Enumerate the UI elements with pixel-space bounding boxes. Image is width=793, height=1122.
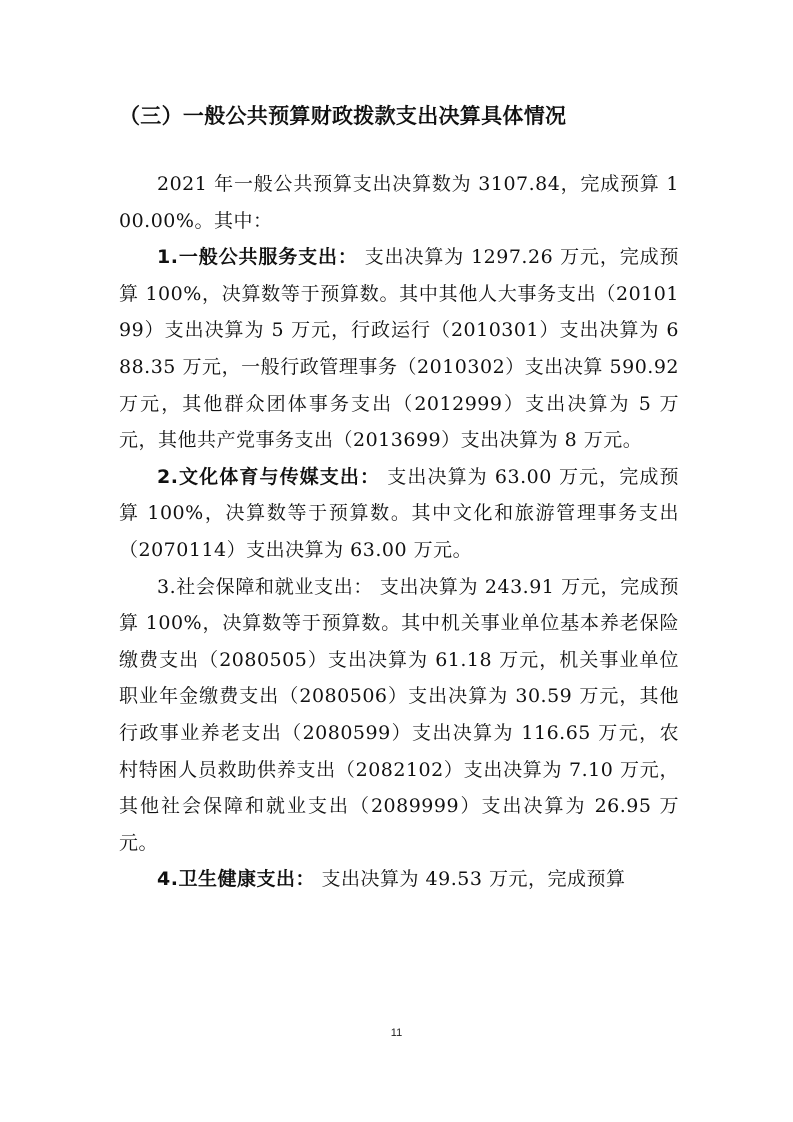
paragraph-text: 支出决算为 1297.26 万元，完成预算 100%，决算数等于预算数。其中其他人大事务支出（2010199）支出决算为 5 万元，行政运行（2010301）支出决算为 688.35 万元，一般行政管理事务（2010302）支出决算 590.92 万元，其他群众团体事务支出（2012999）支出决算为 5 万元，其他共产党事务支出（2013699）支出决算为 8 万元。 [119,246,679,452]
paragraph-social-security [119,569,679,862]
body-text [119,166,679,898]
section-heading: （三）一般公共预算财政拨款支出决算具体情况 [119,104,567,128]
paragraph-culture-sports-media [119,459,679,569]
paragraph-health [119,861,679,898]
paragraph-lead: 4.卫生健康支出： [157,868,315,891]
page-number: 11 [390,1027,403,1039]
intro-paragraph: 2021 年一般公共预算支出决算数为 3107.84，完成预算 100.00%。其中： [119,173,679,232]
paragraph-lead: 3.社会保障和就业支出： [157,575,374,598]
paragraph-text: 支出决算为 243.91 万元，完成预算 100%，决算数等于预算数。其中机关事业单位基本养老保险缴费支出（2080505）支出决算为 61.18 万元，机关事业单位职业年金缴费支出（2080506）支出决算为 30.59 万元，其他行政事业养老支出（2080599）支出决算为 116.65 万元，农村特困人员救助供养支出（2082102）支出决算为 7.10 万元，其他社会保障和就业支出（2089999）支出决算为 26.95 万元。 [119,575,679,854]
paragraph-lead: 2.文化体育与传媒支出： [157,465,381,488]
paragraph-lead: 1.一般公共服务支出： [157,246,358,269]
paragraph-text: 支出决算为 49.53 万元，完成预算 [321,868,626,891]
paragraph-general-public-services [119,239,679,459]
paragraph-text: 支出决算为 63.00 万元，完成预算 100%，决算数等于预算数。其中文化和旅游管理事务支出（2070114）支出决算为 63.00 万元。 [119,465,679,561]
